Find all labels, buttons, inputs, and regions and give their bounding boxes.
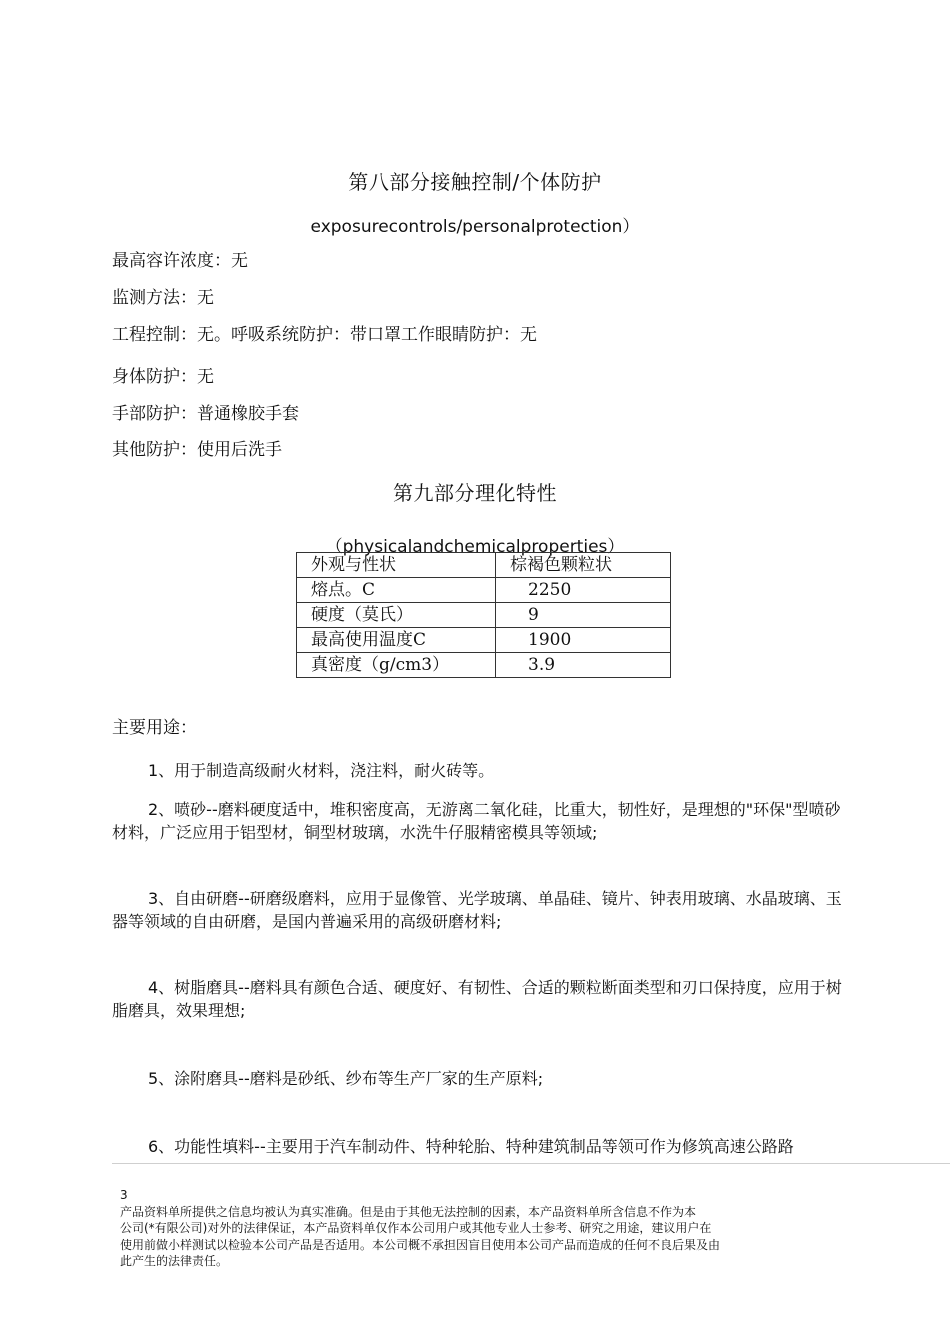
section8-subtitle: exposurecontrols/personalprotection）: [310, 217, 640, 237]
property-value: 3.9: [496, 653, 671, 678]
footer-disclaimer-line-3: 使用前做小样测试以检验本公司产品是否适用。本公司概不承担因盲目使用本公司产品而造成的任何不良后果及由: [120, 1238, 721, 1252]
table-row: [297, 653, 671, 678]
section9-title: 第九部分理化特性: [393, 481, 557, 505]
page-number: 3: [120, 1188, 128, 1202]
footer-divider: [112, 1163, 950, 1164]
monitoring-method: 监测方法：无: [112, 288, 214, 308]
footer-disclaimer-line-2: 公司(*有限公司)对外的法律保证，本产品资料单仅作本公司用户或其他专业人士参考、研究之用途，建议用户在: [120, 1221, 712, 1235]
property-value: 棕褐色颗粒状: [496, 553, 671, 578]
property-value: 1900: [496, 628, 671, 653]
property-value: 2250: [496, 578, 671, 603]
use-item-6: 6、功能性填料--主要用于汽车制动件、特种轮胎、特种建筑制品等领可作为修筑高速公路路: [148, 1137, 794, 1156]
uses-heading: 主要用途：: [112, 718, 197, 738]
property-name: 硬度（莫氏）: [297, 603, 496, 628]
table-row: [297, 578, 671, 603]
use-item-1: 1、用于制造高级耐火材料，浇注料，耐火砖等。: [148, 761, 495, 780]
use-item-5: 5、涂附磨具--磨料是砂纸、纱布等生产厂家的生产原料;: [148, 1069, 544, 1088]
section8-title: 第八部分接触控制/个体防护: [348, 170, 602, 194]
section9-subtitle: （physicalandchemicalproperties）: [325, 537, 625, 557]
engineering-control: 工程控制：无。呼吸系统防护：带口罩工作眼睛防护：无: [112, 325, 537, 345]
property-name: 真密度（g/cm3）: [297, 653, 496, 678]
property-name: 外观与性状: [297, 553, 496, 578]
property-name: 最高使用温度C: [297, 628, 496, 653]
property-value: 9: [496, 603, 671, 628]
properties-table: [296, 552, 671, 678]
body-protection: 身体防护：无: [112, 367, 214, 387]
use-item-3: 3、自由研磨--研磨级磨料，应用于显像管、光学玻璃、单晶硅、镜片、钟表用玻璃、水晶玻璃、玉器等领域的自由研磨，是国内普遍采用的高级研磨材料;: [112, 889, 842, 931]
table-row: [297, 553, 671, 578]
hand-protection: 手部防护：普通橡胶手套: [112, 404, 299, 424]
table-row: [297, 628, 671, 653]
use-item-2: 2、喷砂--磨料硬度适中，堆积密度高，无游离二氧化硅，比重大，韧性好，是理想的"环保"型喷砂材料，广泛应用于铝型材，铜型材玻璃，水洗牛仔服精密模具等领域;: [112, 800, 841, 842]
table-row: [297, 603, 671, 628]
footer-disclaimer-line-1: 产品资料单所提供之信息均被认为真实准确。但是由于其他无法控制的因素，本产品资料单所含信息不作为本: [120, 1205, 697, 1219]
max-allowed-concentration: 最高容许浓度：无: [112, 251, 248, 271]
property-name: 熔点。C: [297, 578, 496, 603]
other-protection: 其他防护：使用后洗手: [112, 440, 282, 460]
use-item-4: 4、树脂磨具--磨料具有颜色合适、硬度好、有韧性、合适的颗粒断面类型和刃口保持度，应用于树脂磨具，效果理想;: [112, 978, 842, 1020]
footer-disclaimer-line-4: 此产生的法律责任。: [120, 1254, 229, 1268]
